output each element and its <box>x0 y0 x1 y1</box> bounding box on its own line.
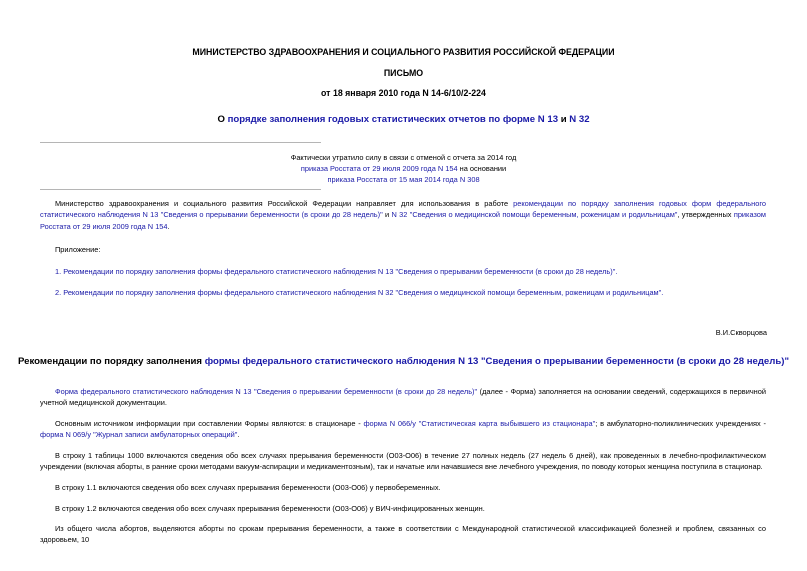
section-title <box>0 356 807 367</box>
paragraph-line-1-2: В строку 1.2 включаются сведения обо всех случаях прерывания беременности (О03-О06) у ВИЧ-инфицированных женщин. <box>55 504 485 513</box>
intro-text-1: Министерство здравоохранения и социального развития Российской Федерации направляет для использования в работе <box>55 199 514 208</box>
sources-text-1: Основным источником информации при составлении Формы являются: в стационаре - <box>55 419 364 428</box>
document-type: ПИСЬМО <box>383 68 424 78</box>
appendix-label: Приложение: <box>55 245 101 254</box>
title-link-form-32[interactable]: N 32 <box>569 114 590 125</box>
title-link-form-13[interactable]: порядке заполнения годовых статистических отчетов по форме N 13 <box>227 114 559 125</box>
intro-link-order[interactable]: приказом Росстата от 29 июля 2009 года N 154 <box>40 210 766 231</box>
status-link-order-308[interactable]: приказа Росстата от 15 мая 2014 года N 308 <box>327 175 480 184</box>
status-link-order-154[interactable]: приказа Росстата от 29 июля 2009 года N 154 <box>300 164 458 173</box>
form-description-text: (далее - Форма) заполняется на основании сведений, содержащихся в первичной учетной медицинской документации. <box>40 387 766 408</box>
section-title-link[interactable]: формы федерального статистического наблюдения N 13 "Сведения о прерывании беременности (в сроки до 28 недель)" <box>204 356 790 367</box>
ministry-heading: МИНИСТЕРСТВО ЗДРАВООХРАНЕНИЯ И СОЦИАЛЬНОГО РАЗВИТИЯ РОССИЙСКОЙ ФЕДЕРАЦИИ <box>192 47 615 57</box>
divider-top <box>40 142 321 143</box>
paragraph-line-1: В строку 1 таблицы 1000 включаются сведения обо всех случаях прерывания беременности (О03-О06) в течение 27 полных недель (27 недель 6 дней), как проведенных в лечебно-профилактическом учреждении (включая аборты, в ранние сроки методами вакуум-аспирации и медикаментозным), так и начатые или начавшиеся вне лечебного учреждения, по поводу которых женщина поступила в стационар. <box>40 451 766 472</box>
sources-text-3: . <box>237 430 240 440</box>
intro-text-3: , утвержденных <box>677 210 734 220</box>
form-13-link[interactable]: Форма федерального статистического наблюдения N 13 "Сведения о прерывании беременности (в сроки до 28 недель)" <box>55 387 478 396</box>
appendix-item-2-link[interactable]: 2. Рекомендации по порядку заполнения формы федерального статистического наблюдения N 32 "Сведения о медицинской помощи беременным, роженицам и родильницам". <box>55 288 664 297</box>
status-line-2-tail: на основании <box>457 164 507 173</box>
signature: В.И.Скворцова <box>715 328 767 337</box>
document-title <box>0 114 807 125</box>
status-line-3 <box>0 174 807 185</box>
document-date-number: от 18 января 2010 года N 14-6/10/2-224 <box>321 88 486 98</box>
status-line-2 <box>0 163 807 174</box>
form-066-link[interactable]: форма N 066/у "Статистическая карта выбывшего из стационара" <box>363 419 596 428</box>
paragraph-form-description <box>40 386 766 409</box>
status-note <box>0 152 807 185</box>
section-title-prefix: Рекомендации по порядку заполнения <box>17 356 205 367</box>
paragraph-line-1-1: В строку 1.1 включаются сведения обо всех случаях прерывания беременности (О03-О06) у первобеременных. <box>55 483 441 492</box>
status-line-1: Фактически утратило силу в связи с отменой с отчета за 2014 год <box>290 153 517 162</box>
intro-link-recommendations[interactable]: рекомендации по порядку заполнения годовых форм федерального статистического наблюдения N 13 "Сведения о прерывании беременности (в сроки до 28 недель)" <box>40 199 766 220</box>
intro-text-4: . <box>167 221 170 231</box>
intro-paragraph <box>40 198 766 232</box>
intro-link-form-32[interactable]: N 32 "Сведения о медицинской помощи беременным, роженицам и родильницам" <box>391 210 678 220</box>
title-mid: и <box>558 114 570 125</box>
title-prefix: О <box>217 114 228 125</box>
paragraph-sources <box>40 418 766 441</box>
form-069-link[interactable]: форма N 069/у "Журнал записи амбулаторных операций" <box>40 430 238 440</box>
intro-text-2: и <box>382 210 392 220</box>
appendix-item-1-link[interactable]: 1. Рекомендации по порядку заполнения формы федерального статистического наблюдения N 13 "Сведения о прерывании беременности (в сроки до 28 недель)". <box>55 267 618 276</box>
paragraph-terms: Из общего числа абортов, выделяются аборты по срокам прерывания беременности, а также в соответствии с Международной статистической классификацией болезней и проблем, связанных со здоровьем, 10 <box>40 524 766 545</box>
divider-bottom <box>40 189 321 190</box>
sources-text-2: ; в амбулаторно-поликлинических учреждениях - <box>595 419 766 428</box>
